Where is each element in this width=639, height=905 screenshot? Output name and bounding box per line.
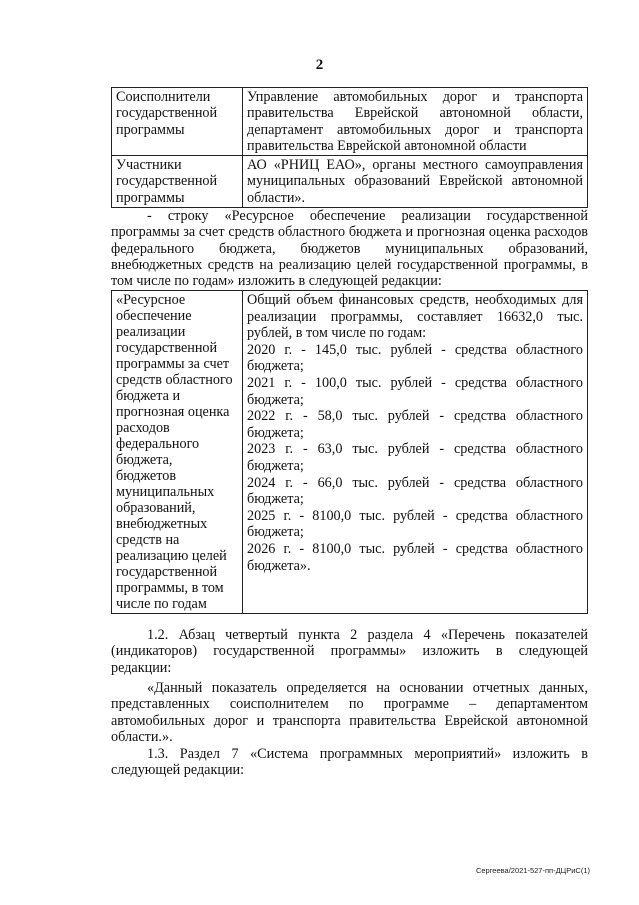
label-line: расходов [116, 420, 170, 436]
label-line: Соисполнители [116, 89, 211, 105]
row-text-cell [243, 291, 588, 614]
label-line: бюджета и [116, 388, 181, 404]
paragraph-line: представленных соисполнителем по программе – департаментом [111, 696, 588, 713]
text-line: правительства Еврейской автономной области [247, 137, 527, 154]
row-label-cell [112, 156, 243, 208]
table-row [112, 291, 588, 614]
paragraph-line: 1.2. Абзац четвертый пункта 2 раздела 4 «Перечень показателей [147, 627, 588, 643]
paragraph-1-3 [111, 746, 588, 779]
label-line: государственной [116, 173, 218, 190]
page-number: 2 [315, 57, 324, 73]
text-line: бюджета; [247, 391, 304, 408]
text-line: Управление автомобильных дорог и транспорта [247, 89, 583, 105]
label-line: государственной [116, 564, 218, 580]
text-line: 2023 г. - 63,0 тыс. рублей - средства областного [247, 441, 583, 458]
paragraph-line: автомобильных дорог и транспорта правительства Еврейской автономной [111, 712, 588, 729]
label-line: бюджетов [116, 468, 177, 484]
label-line: прогнозная оценка [116, 404, 230, 420]
label-line: образований, [116, 500, 196, 516]
paragraph-line: «Данный показатель определяется на основании отчетных данных, [147, 680, 588, 696]
row-label-cell [112, 291, 243, 614]
text-line: 2021 г. - 100,0 тыс. рублей - средства областного [247, 374, 583, 391]
table-row [112, 88, 588, 156]
label-line: реализацию целей [116, 548, 227, 564]
row-text-cell [243, 156, 588, 208]
label-line: реализации [116, 324, 186, 340]
text-line: 2022 г. - 58,0 тыс. рублей - средства областного [247, 408, 583, 425]
label-line: муниципальных [116, 484, 215, 500]
paragraph-line: том числе по годам» изложить в следующей редакции: [111, 273, 442, 290]
text-line: бюджета; [247, 491, 304, 508]
paragraph-line: области.». [111, 728, 173, 745]
text-line: 2020 г. - 145,0 тыс. рублей - средства областного [247, 341, 583, 358]
label-line: внебюджетных [116, 516, 208, 532]
paragraph-quote [111, 680, 588, 745]
paragraph-line: федерального бюджета, бюджетов муниципальных образований, [111, 240, 588, 257]
paragraph-line: - строку «Ресурсное обеспечение реализации государственной [147, 208, 588, 224]
paragraph-line: программы за счет средств областного бюджета и прогнозная оценка расходов [111, 224, 588, 241]
label-line: бюджета, [116, 452, 173, 468]
row-label-cell [112, 88, 243, 156]
label-line: программы, в том [116, 580, 224, 596]
co-executors-table [111, 87, 588, 208]
resource-table [111, 290, 588, 614]
label-line: Участники [116, 157, 182, 174]
text-line: бюджета; [247, 457, 304, 474]
row-text-cell [243, 88, 588, 156]
paragraph-line: редакции: [111, 659, 172, 676]
text-line: бюджета; [247, 424, 304, 441]
text-line: 2026 г. - 8100,0 тыс. рублей - средства областного [247, 540, 583, 557]
label-line: программы за счет [116, 356, 230, 372]
text-line: Общий объем финансовых средств, необходимых для [247, 292, 583, 308]
label-line: программы [116, 121, 185, 138]
table-row [112, 156, 588, 208]
text-line: области». [247, 189, 306, 206]
paragraph-1-2 [111, 627, 588, 676]
text-line: департамент автомобильных дорог и транспорта [247, 121, 583, 138]
label-line: программы [116, 189, 185, 206]
label-line: государственной [116, 105, 218, 122]
label-line: средств областного [116, 372, 233, 388]
label-line: государственной [116, 340, 218, 356]
label-line: средств на [116, 532, 180, 548]
label-line: «Ресурсное [116, 292, 186, 308]
paragraph-line: следующей редакции: [111, 762, 245, 779]
text-line: правительства Еврейской автономной области, [247, 105, 583, 122]
paragraph-line: 1.3. Раздел 7 «Система программных мероприятий» изложить в [147, 746, 588, 762]
text-line: АО «РНИЦ ЕАО», органы местного самоуправления [247, 157, 583, 174]
label-line: числе по годам [116, 596, 207, 612]
text-line: 2024 г. - 66,0 тыс. рублей - средства областного [247, 474, 583, 491]
paragraph-resource-row [111, 208, 588, 289]
text-line: бюджета; [247, 524, 304, 541]
label-line: федерального [116, 436, 200, 452]
label-line: обеспечение [116, 308, 192, 324]
text-line: рублей, в том числе по годам: [247, 325, 427, 342]
text-line: муниципальных образований Еврейской автономной [247, 173, 583, 190]
paragraph-line: (индикаторов) государственной программы» изложить в следующей [111, 643, 588, 660]
text-line: 2025 г. - 8100,0 тыс. рублей - средства областного [247, 507, 583, 524]
paragraph-line: внебюджетных средств на реализацию целей государственной программы, в [111, 256, 588, 273]
footer-document-code: Сергеева/2021-527-пп-ДЦРиС(1) [475, 866, 590, 875]
text-line: бюджета». [247, 557, 311, 574]
text-line: бюджета; [247, 358, 304, 375]
text-line: реализации программы, составляет 16632,0 тыс. [247, 308, 583, 325]
